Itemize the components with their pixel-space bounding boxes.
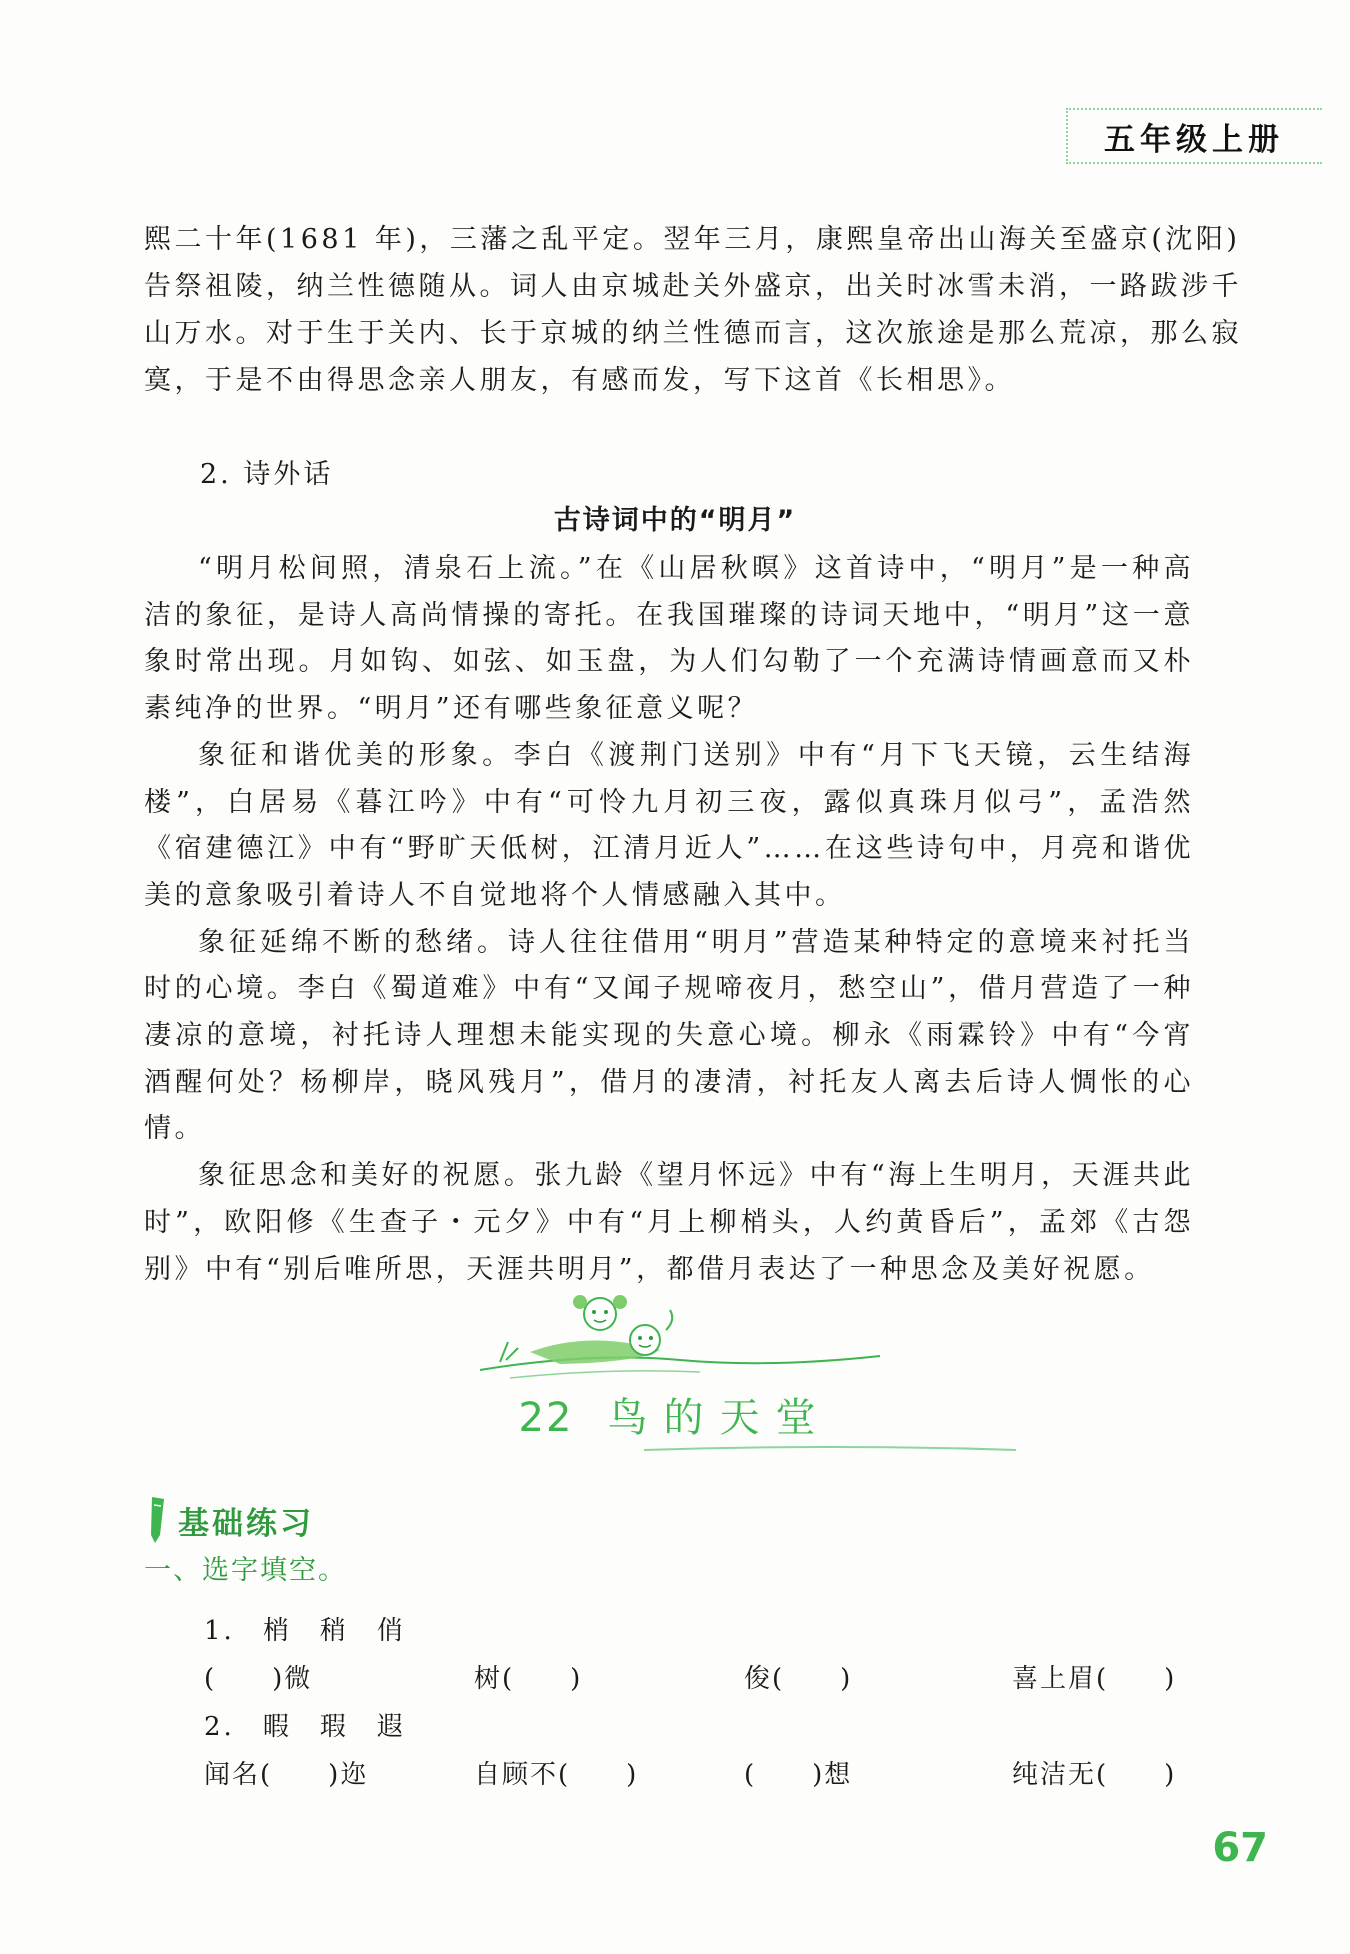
intro-paragraph <box>144 216 1242 404</box>
exercise-group-header <box>204 1706 434 1743</box>
fill-blank[interactable]: 俊( ) <box>744 1664 853 1694</box>
essay-title: 古诗词中的“明月” <box>553 505 797 536</box>
fill-blank[interactable]: ( )微 <box>204 1664 313 1694</box>
lesson-number: 22 <box>518 1395 574 1441</box>
group-number: 1. <box>204 1616 235 1646</box>
choice-char: 遐 <box>376 1712 406 1742</box>
essay-paragraph: 象征思念和美好的祝愿。张九龄《望月怀远》中有“海上生明月，天涯共此时”，欧阳修《生查子・元夕》中有“月上柳梢头，人约黄昏后”，孟郊《古怨别》中有“别后唯所思，天涯共明月”，都借月表达了一种思念及美好祝愿。 <box>144 1160 1194 1285</box>
essay-paragraph: “明月松间照，清泉石上流。”在《山居秋暝》这首诗中，“明月”是一种高洁的象征，是诗人高尚情操的寄托。在我国璀璨的诗词天地中，“明月”这一意象时常出现。月如钩、如弦、如玉盘，为人们勾勒了一个充满诗情画意而又朴素纯净的世界。“明月”还有哪些象征意义呢？ <box>144 553 1194 725</box>
fill-blank[interactable]: 喜上眉( ) <box>1012 1664 1177 1694</box>
fill-blank[interactable]: ( )想 <box>744 1760 853 1790</box>
fill-blank[interactable]: 树( ) <box>474 1664 583 1694</box>
intro-line: 告祭祖陵，纳兰性德随从。词人由京城赴关外盛京，出关时冰雪未消，一路跋涉千 <box>144 271 1242 302</box>
lesson-title <box>0 1386 1350 1443</box>
intro-line: 熙二十年(1681 年)，三藩之乱平定。翌年三月，康熙皇帝出山海关至盛京(沈阳) <box>144 224 1241 255</box>
section-heading <box>146 1495 314 1545</box>
children-drawing-icon <box>470 1290 890 1400</box>
pencil-icon <box>146 1495 168 1545</box>
fill-blank[interactable]: 自顾不( ) <box>474 1760 639 1790</box>
choice-char: 梢 <box>262 1616 292 1646</box>
choice-char: 暇 <box>262 1712 292 1742</box>
question-title: 一、选字填空。 <box>144 1555 347 1586</box>
grade-label: 五年级上册 <box>1066 108 1322 164</box>
lesson-name: 鸟的天堂 <box>607 1395 832 1441</box>
essay-paragraph: 象征延绵不断的愁绪。诗人往往借用“明月”营造某种特定的意境来衬托当时的心境。李白《蜀道难》中有“又闻子规啼夜月，愁空山”，借月营造了一种凄凉的意境，衬托诗人理想未能实现的失意心境。柳永《雨霖铃》中有“今宵酒醒何处？杨柳岸，晓风残月”，借月的凄清，衬托友人离去后诗人惆怅的心情。 <box>144 926 1194 1145</box>
exercise-group-header <box>204 1610 434 1647</box>
section-label: 2. 诗外话 <box>200 459 334 490</box>
essay-body <box>144 546 1194 1293</box>
choice-char: 俏 <box>376 1616 406 1646</box>
fill-blank[interactable]: 纯洁无( ) <box>1012 1760 1177 1790</box>
choice-char: 瑕 <box>319 1712 349 1742</box>
page-number: 67 <box>1212 1825 1268 1871</box>
title-underline <box>640 1444 1020 1456</box>
choice-char: 稍 <box>319 1616 349 1646</box>
intro-line: 山万水。对于生于关内、长于京城的纳兰性德而言，这次旅途是那么荒凉，那么寂 <box>144 318 1242 349</box>
essay-paragraph: 象征和谐优美的形象。李白《渡荆门送别》中有“月下飞天镜，云生结海楼”，白居易《暮江吟》中有“可怜九月初三夜，露似真珠月似弓”，孟浩然《宿建德江》中有“野旷天低树，江清月近人”……在这些诗句中，月亮和谐优美的意象吸引着诗人不自觉地将个人情感融入其中。 <box>144 739 1194 911</box>
fill-blank[interactable]: 闻名( )迩 <box>204 1760 369 1790</box>
section-title: 基础练习 <box>178 1505 314 1542</box>
intro-line: 寞，于是不由得思念亲人朋友，有感而发，写下这首《长相思》。 <box>144 365 1015 396</box>
group-number: 2. <box>204 1712 235 1742</box>
